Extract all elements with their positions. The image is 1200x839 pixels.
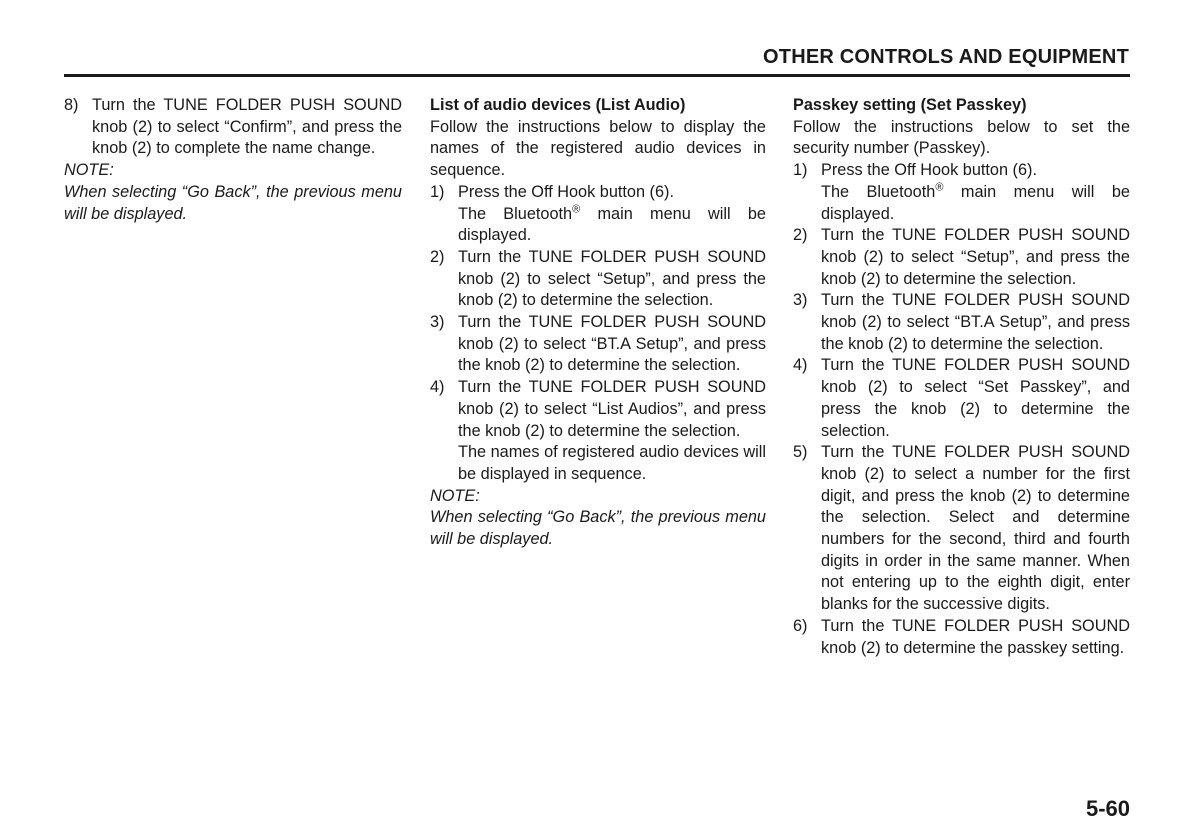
- step-item: [793, 442, 1130, 616]
- step-item: [793, 355, 1130, 442]
- step-number: 6): [793, 616, 808, 635]
- registered-mark: ®: [935, 181, 944, 194]
- step-text-line: Press the Off Hook button (6).: [458, 182, 674, 201]
- header-rule: [64, 74, 1130, 77]
- step-item: [430, 182, 766, 247]
- note-label: NOTE:: [64, 161, 114, 180]
- note-label: NOTE:: [430, 486, 480, 505]
- step-number: 4): [793, 356, 808, 375]
- step-text: Turn the TUNE FOLDER PUSH SOUND knob (2) to select “Setup”, and press the knob (2) to determine the selection.: [458, 247, 766, 310]
- step-number: 3): [430, 313, 445, 332]
- section-heading: Passkey setting (Set Passkey): [793, 96, 1027, 114]
- step-text: [458, 182, 766, 247]
- step-item: [430, 377, 766, 486]
- step-text: Turn the TUNE FOLDER PUSH SOUND knob (2) to select “BT.A Setup”, and press the knob (2) to determine the selection.: [821, 291, 1130, 353]
- step-number: 5): [793, 443, 808, 462]
- step-text: Turn the TUNE FOLDER PUSH SOUND knob (2) to select “Setup”, and press the knob (2) to determine the selection.: [821, 226, 1130, 288]
- column-1: [64, 95, 402, 225]
- column-3: [793, 95, 1130, 659]
- section-intro: Follow the instructions below to display the names of the registered audio devices in sequence.: [430, 117, 766, 180]
- step-sub-a: The Bluetooth: [821, 182, 936, 201]
- step-item: [430, 312, 766, 377]
- step-item: [793, 225, 1130, 290]
- step-sub-text: The names of registered audio devices will be displayed in sequence.: [458, 443, 766, 483]
- section-intro: Follow the instructions below to set the security number (Passkey).: [793, 117, 1130, 158]
- step-text: Turn the TUNE FOLDER PUSH SOUND knob (2) to select “Confirm”, and press the knob (2) to complete the name change.: [92, 96, 402, 158]
- page-number: 5-60: [1085, 796, 1130, 821]
- note-text: When selecting “Go Back”, the previous menu will be displayed.: [64, 182, 402, 223]
- column-2: [430, 95, 766, 551]
- step-sub-b: main menu will be displayed.: [821, 182, 1130, 223]
- step-text-line: Turn the TUNE FOLDER PUSH SOUND knob (2) to select “List Audios”, and press the knob (2) to determine the selection.: [458, 378, 766, 440]
- note-text: When selecting “Go Back”, the previous menu will be displayed.: [430, 508, 766, 549]
- step-item: [430, 247, 766, 312]
- step-number: 2): [430, 247, 445, 266]
- step-text-line: Press the Off Hook button (6).: [821, 161, 1037, 180]
- step-item: [793, 616, 1130, 659]
- step-number: 3): [793, 291, 808, 310]
- step-sub-a: The Bluetooth: [458, 204, 573, 223]
- step-item: [793, 160, 1130, 225]
- step-item: [793, 290, 1130, 355]
- step-number: 1): [430, 182, 445, 201]
- step-number: 4): [430, 378, 445, 397]
- registered-mark: ®: [572, 203, 581, 216]
- step-number: 1): [793, 161, 808, 180]
- section-heading: List of audio devices (List Audio): [430, 96, 686, 114]
- step-text: [458, 377, 766, 486]
- step-text: Turn the TUNE FOLDER PUSH SOUND knob (2) to select “Set Passkey”, and press the knob (2) to determine the selection.: [821, 356, 1130, 440]
- step-number: 2): [793, 226, 808, 245]
- step-number: 8): [64, 96, 79, 114]
- step-text: Turn the TUNE FOLDER PUSH SOUND knob (2) to select “BT.A Setup”, and press the knob (2) to determine the selection.: [458, 313, 766, 375]
- step-text: Turn the TUNE FOLDER PUSH SOUND knob (2) to determine the passkey setting.: [821, 616, 1130, 657]
- step-sub-b: main menu will be displayed.: [458, 204, 766, 245]
- step-item: [64, 95, 402, 160]
- section-header-title: OTHER CONTROLS AND EQUIPMENT: [763, 46, 1129, 68]
- step-text: Turn the TUNE FOLDER PUSH SOUND knob (2) to select a number for the first digit, and press the knob (2) to determine the selection. Select and determine numbers for the second, third and fourth digits in order in the same manner. When not entering up to the eighth digit, enter blanks for the successive digits.: [821, 443, 1130, 614]
- step-text: [821, 160, 1130, 225]
